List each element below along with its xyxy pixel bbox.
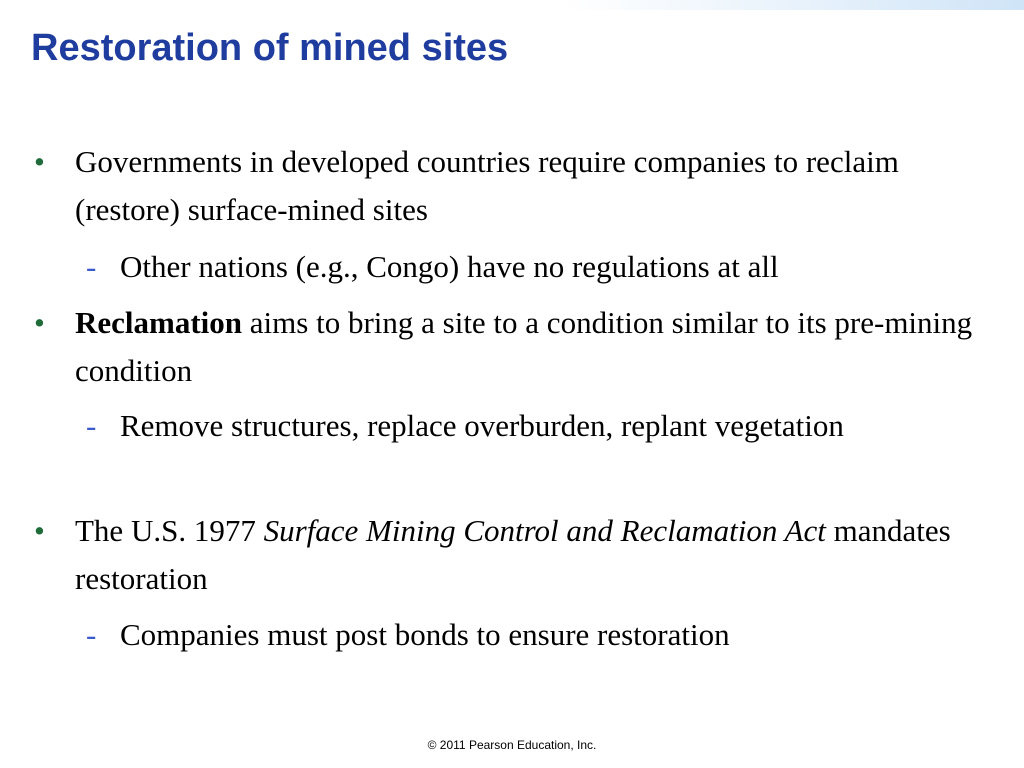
bullet-dot: • (34, 305, 45, 340)
bullet-item (34, 507, 980, 603)
bullet-item (34, 299, 980, 395)
bullet-text: aims to bring a site to a condition similar to its pre-mining condition (75, 305, 973, 388)
bullet-dot: • (34, 513, 45, 548)
bullet-text-suffix: mandates restoration (75, 513, 951, 596)
copyright-footer: © 2011 Pearson Education, Inc. (427, 738, 597, 752)
sub-bullet-item (86, 402, 980, 450)
sub-bullet-item (86, 611, 980, 659)
sub-bullet-text: Other nations (e.g., Congo) have no regulations at all (120, 249, 779, 284)
sub-bullet-dash: - (86, 249, 97, 284)
term-reclamation: Reclamation (75, 305, 243, 340)
sub-bullet-text: Companies must post bonds to ensure restoration (120, 617, 730, 652)
bullet-text: Governments in developed countries require companies to reclaim (restore) surface-mined sites (75, 144, 899, 227)
sub-bullet-dash: - (86, 617, 97, 652)
slide-title: Restoration of mined sites (31, 27, 509, 69)
top-gradient-band (0, 0, 1024, 10)
sub-bullet-dash: - (86, 408, 97, 443)
sub-bullet-item (86, 243, 980, 291)
bullet-item (34, 138, 980, 234)
sub-bullet-text: Remove structures, replace overburden, replant vegetation (120, 408, 844, 443)
act-name: Surface Mining Control and Reclamation Act (263, 513, 826, 548)
bullet-dot: • (34, 144, 45, 179)
bullet-text-prefix: The U.S. 1977 (75, 513, 264, 548)
